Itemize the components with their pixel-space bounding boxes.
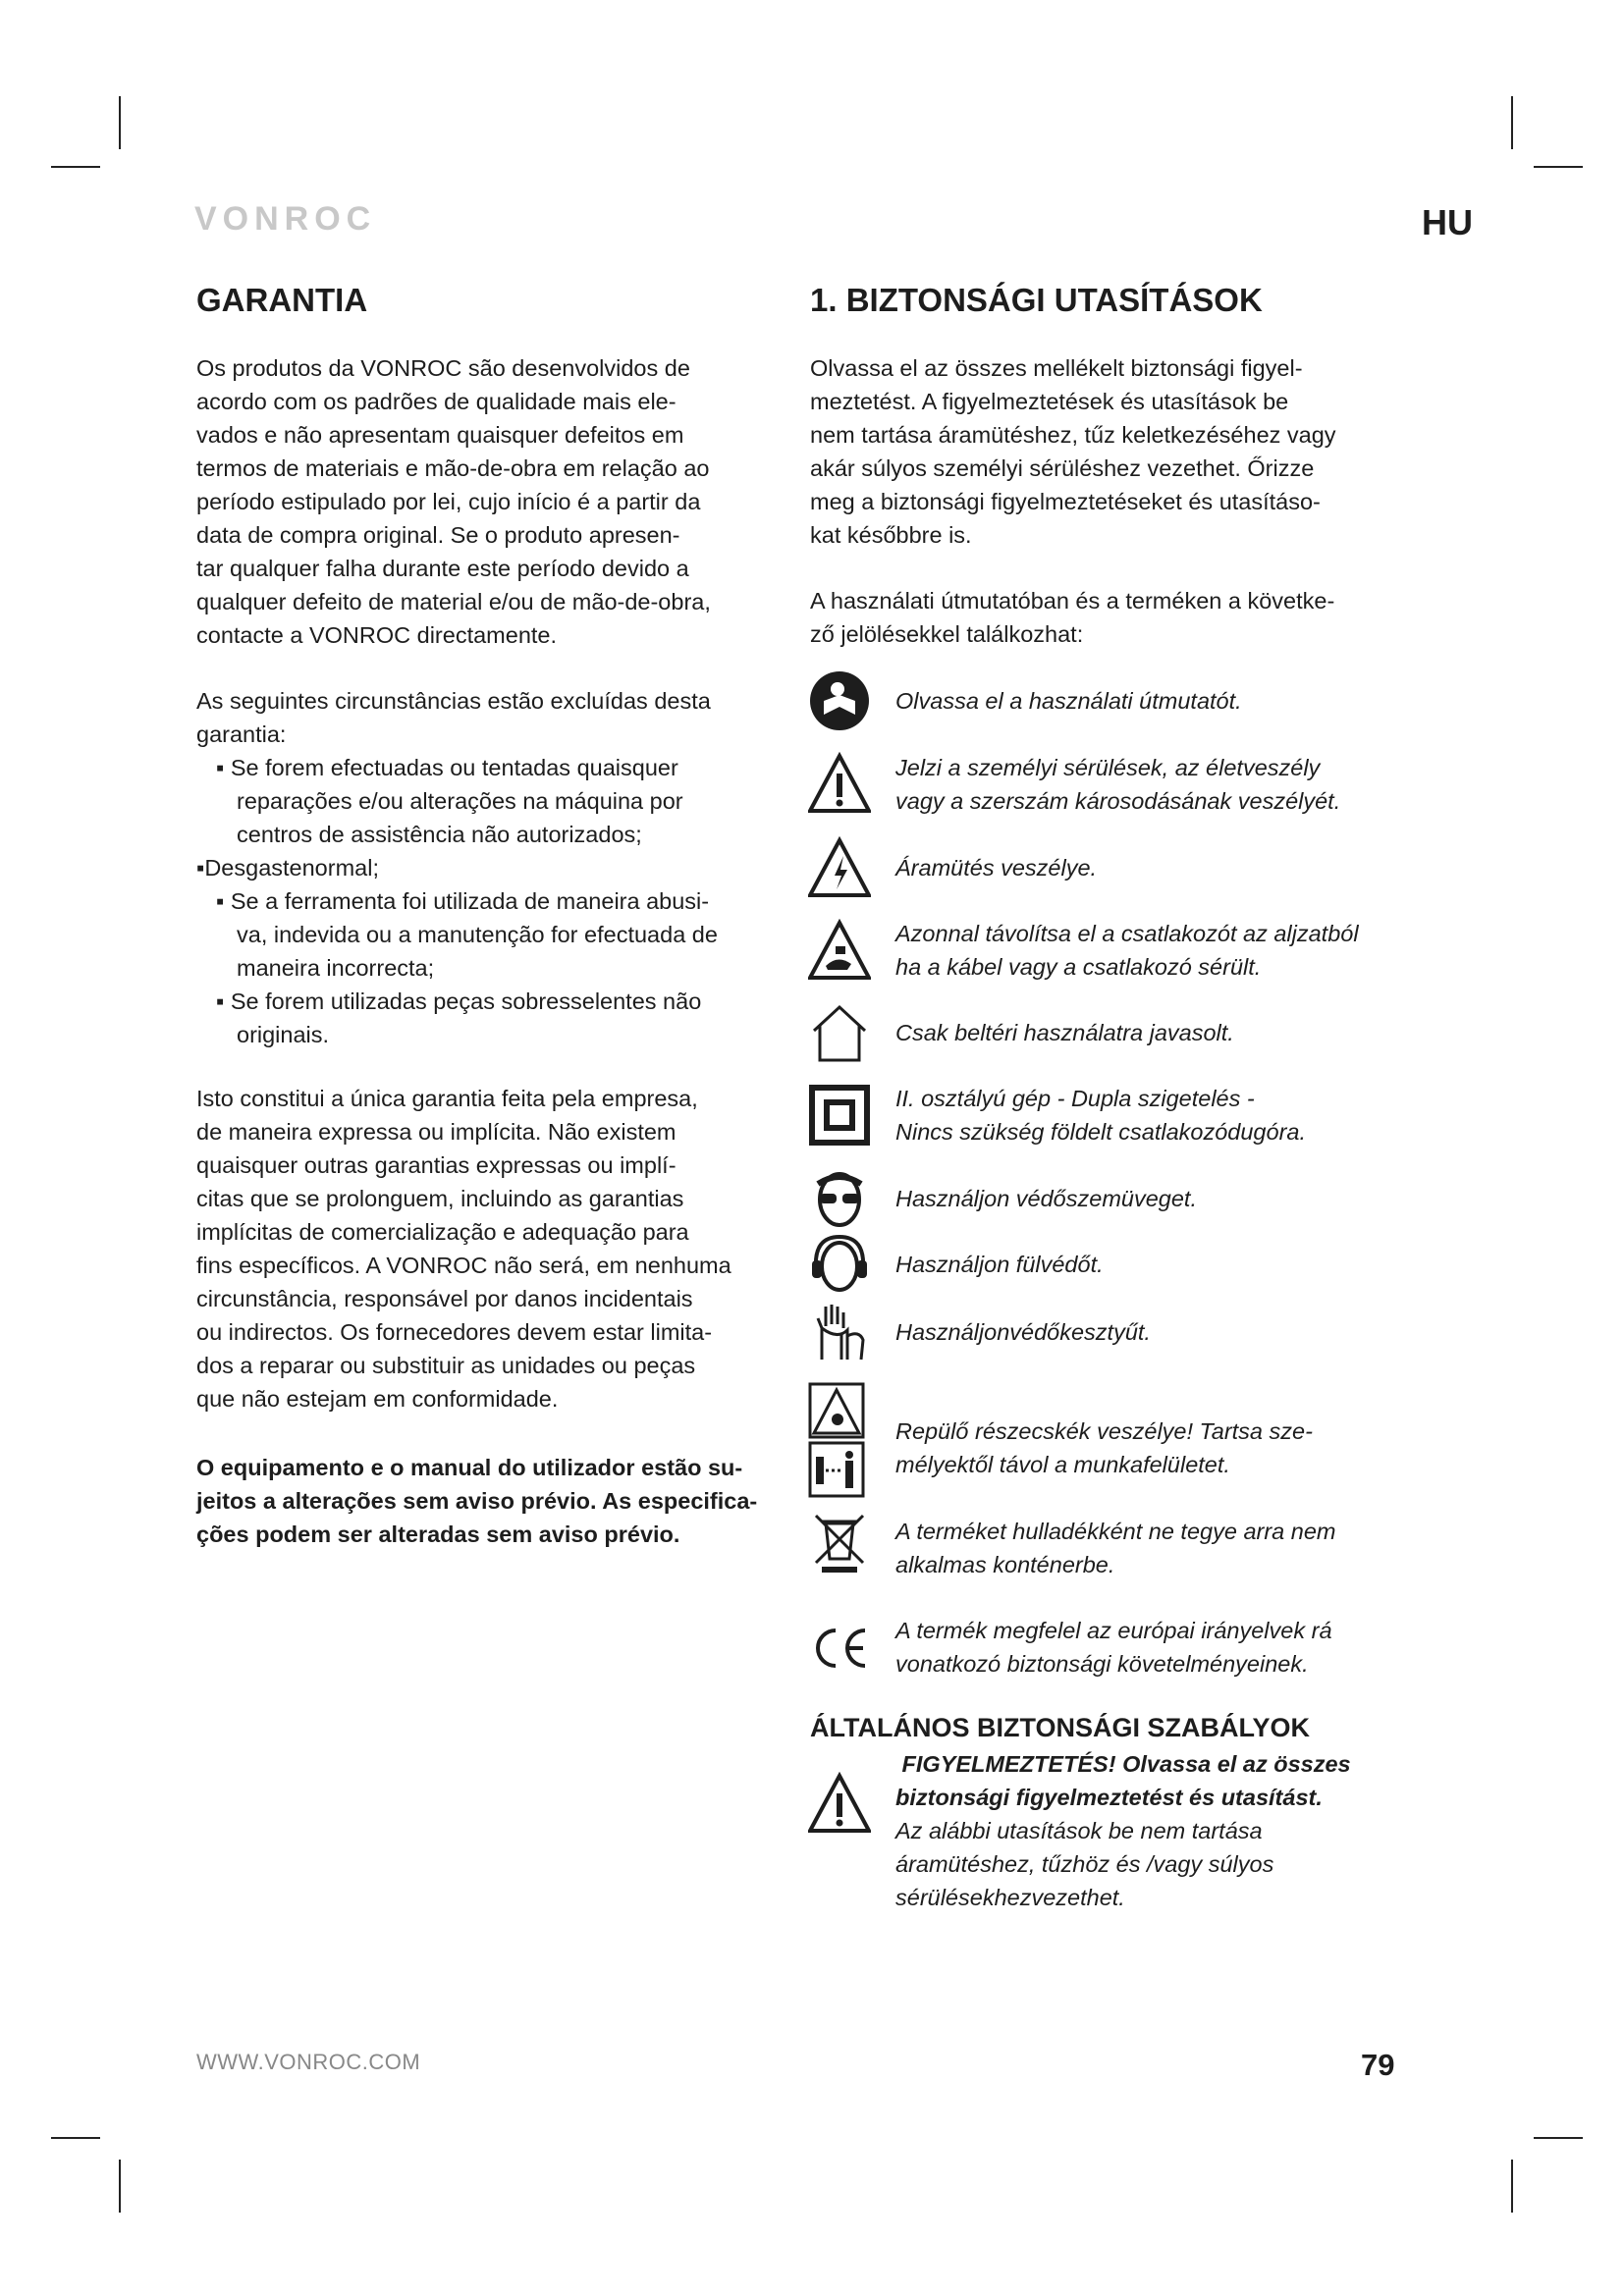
text-line: maneira incorrecta;	[237, 955, 435, 981]
text-line: que não estejam em conformidade.	[196, 1386, 559, 1412]
text-line: Olvassa el a használati útmutatót.	[895, 688, 1242, 714]
text-line: garantia:	[196, 721, 287, 747]
text-line: vagy a szerszám károsodásának veszélyét.	[895, 788, 1341, 814]
ear-protection-icon	[808, 1233, 871, 1296]
text-line: fins específicos. A VONROC não será, em nenhuma	[196, 1253, 731, 1278]
symbol-description	[895, 1016, 1234, 1049]
text-line: Os produtos da VONROC são desenvolvidos de	[196, 355, 690, 381]
text-line: ző jelölésekkel találkozhat:	[810, 621, 1084, 647]
page-number: 79	[1361, 2048, 1395, 2082]
text-line: contacte a VONROC directamente.	[196, 622, 558, 648]
text-line: centros de assistência não autorizados;	[237, 822, 642, 847]
text-line: Azonnal távolítsa el a csatlakozót az aljzatból	[895, 921, 1359, 946]
text-line: akár súlyos személyi sérüléshez vezethet. Őrizze	[810, 455, 1315, 481]
text-line: áramütéshez, tűzhöz és /vagy súlyos	[895, 1851, 1274, 1877]
gloves-icon	[808, 1301, 871, 1363]
text-line: A használati útmutatóban és a terméken a követke-	[810, 588, 1335, 614]
flying-debris-icon	[808, 1382, 865, 1498]
symbol-description	[895, 751, 1340, 818]
text-line: meztetést. A figyelmeztetések és utasítások be	[810, 389, 1289, 414]
text-line: termos de materiais e mão-de-obra em relação ao	[196, 455, 710, 481]
weee-bin-icon	[808, 1512, 871, 1575]
symbols-intro	[810, 584, 1334, 651]
symbol-description	[895, 1415, 1313, 1481]
text-line: acordo com os padrões de qualidade mais ele-	[196, 389, 677, 414]
electric-shock-icon	[808, 836, 871, 899]
disclaimer-paragraph	[196, 1451, 757, 1551]
text-line: mélyektől távol a munkafelületet.	[895, 1452, 1230, 1477]
read-manual-icon	[808, 669, 871, 732]
footer-url[interactable]: WWW.VONROC.COM	[196, 2050, 421, 2074]
crop-mark	[1534, 166, 1583, 168]
warning-icon	[808, 1772, 871, 1835]
crop-mark	[51, 166, 100, 168]
symbol-description	[895, 1182, 1197, 1215]
text-line: A terméket hulladékként ne tegye arra nem	[895, 1519, 1336, 1544]
crop-mark	[1534, 2137, 1583, 2139]
text-line: implícitas de comercialização e adequação para	[196, 1219, 689, 1245]
safety-glasses-icon	[808, 1168, 871, 1231]
text-line: ções podem ser alteradas sem aviso prévio.	[196, 1522, 680, 1547]
unplug-icon	[808, 919, 871, 982]
text-line: quaisquer outras garantias expressas ou implí-	[196, 1152, 677, 1178]
text-line: II. osztályú gép - Dupla szigetelés -	[895, 1086, 1255, 1111]
text-line: reparações e/ou alterações na máquina por	[237, 788, 683, 814]
text-line: A termék megfelel az európai irányelvek rá	[895, 1618, 1332, 1643]
text-line: dos a reparar ou substituir as unidades ou peças	[196, 1353, 696, 1378]
general-safety-title: ÁLTALÁNOS BIZTONSÁGI SZABÁLYOK	[810, 1713, 1311, 1742]
text-line: Repülő részecskék veszélye! Tartsa sze-	[895, 1418, 1313, 1444]
text-line: Csak beltéri használatra javasolt.	[895, 1020, 1234, 1045]
symbol-description	[895, 1614, 1332, 1681]
symbol-description	[895, 1315, 1151, 1349]
text-line: citas que se prolonguem, incluindo as garantias	[196, 1186, 684, 1211]
text-line: Használjon fülvédőt.	[895, 1252, 1104, 1277]
language-code: HU	[1422, 202, 1473, 242]
text-line: biztonsági figyelmeztetést és utasítást.	[895, 1785, 1323, 1810]
text-line: Nincs szükség földelt csatlakozódugóra.	[895, 1119, 1306, 1145]
warning-icon	[808, 752, 871, 815]
crop-mark	[119, 96, 121, 149]
bullet-item: ▪Desgastenormal;	[196, 855, 379, 881]
warranty-paragraph-1	[196, 351, 711, 652]
indoor-house-icon	[808, 1001, 871, 1064]
text-line: jeitos a alterações sem aviso prévio. As especifica-	[196, 1488, 758, 1514]
text-line: tar qualquer falha durante este período devido a	[196, 556, 689, 581]
text-line: qualquer defeito de material e/ou de mão-de-obra,	[196, 589, 711, 614]
text-line: data de compra original. Se o produto apresen-	[196, 522, 680, 548]
symbol-description	[895, 1515, 1336, 1581]
ce-mark-icon	[808, 1617, 871, 1680]
text-line: vados e não apresentam quaisquer defeitos em	[196, 422, 684, 448]
text-line: circunstância, responsável por danos incidentais	[196, 1286, 693, 1311]
text-line: Az alábbi utasítások be nem tartása	[895, 1818, 1263, 1843]
symbol-description	[895, 684, 1242, 718]
symbol-description	[895, 851, 1097, 884]
symbol-description	[895, 1248, 1104, 1281]
text-line: vonatkozó biztonsági követelményeinek.	[895, 1651, 1309, 1677]
text-line: alkalmas konténerbe.	[895, 1552, 1115, 1577]
warranty-paragraph-3	[196, 1082, 731, 1415]
text-line: sérülésekhezvezethet.	[895, 1885, 1125, 1910]
exclusions-list	[196, 684, 718, 1051]
warranty-title: GARANTIA	[196, 282, 368, 318]
text-line: ou indirectos. Os fornecedores devem estar limita-	[196, 1319, 713, 1345]
crop-mark	[1511, 2160, 1513, 2213]
text-line: As seguintes circunstâncias estão excluídas desta	[196, 688, 711, 714]
text-line: ha a kábel vagy a csatlakozó sérült.	[895, 954, 1262, 980]
text-line: período estipulado por lei, cujo início é a partir da	[196, 489, 701, 514]
crop-mark	[1511, 96, 1513, 149]
text-line: kat későbbre is.	[810, 522, 972, 548]
bullet-item: ▪ Se forem efectuadas ou tentadas quaisquer	[216, 755, 678, 780]
text-line: Isto constitui a única garantia feita pela empresa,	[196, 1086, 698, 1111]
vonroc-logo: VONROC	[194, 200, 377, 238]
text-line: Olvassa el az összes mellékelt biztonsági figyel-	[810, 355, 1303, 381]
text-line: FIGYELMEZTETÉS! Olvassa el az összes	[895, 1751, 1351, 1777]
bullet-item: ▪ Se a ferramenta foi utilizada de maneira abusi-	[216, 888, 710, 914]
crop-mark	[51, 2137, 100, 2139]
text-line: O equipamento e o manual do utilizador estão su-	[196, 1455, 743, 1480]
text-line: originais.	[237, 1022, 330, 1047]
text-line: de maneira expressa ou implícita. Não existem	[196, 1119, 677, 1145]
text-line: Használjonvédőkesztyűt.	[895, 1319, 1151, 1345]
text-line: meg a biztonsági figyelmeztetéseket és utasításo-	[810, 489, 1321, 514]
symbol-description	[895, 917, 1359, 984]
class-ii-icon	[808, 1084, 871, 1147]
safety-intro	[810, 351, 1336, 552]
text-line: Használjon védőszemüveget.	[895, 1186, 1197, 1211]
text-line: Jelzi a személyi sérülések, az életveszély	[895, 755, 1321, 780]
text-line: va, indevida ou a manutenção for efectuada de	[237, 922, 718, 947]
bullet-item: ▪ Se forem utilizadas peças sobresselentes não	[216, 988, 702, 1014]
general-warning-text	[895, 1747, 1351, 1914]
safety-title: 1. BIZTONSÁGI UTASÍTÁSOK	[810, 282, 1263, 318]
crop-mark	[119, 2160, 121, 2213]
text-line: Áramütés veszélye.	[895, 855, 1098, 881]
text-line: nem tartása áramütéshez, tűz keletkezéséhez vagy	[810, 422, 1336, 448]
symbol-description	[895, 1082, 1306, 1148]
